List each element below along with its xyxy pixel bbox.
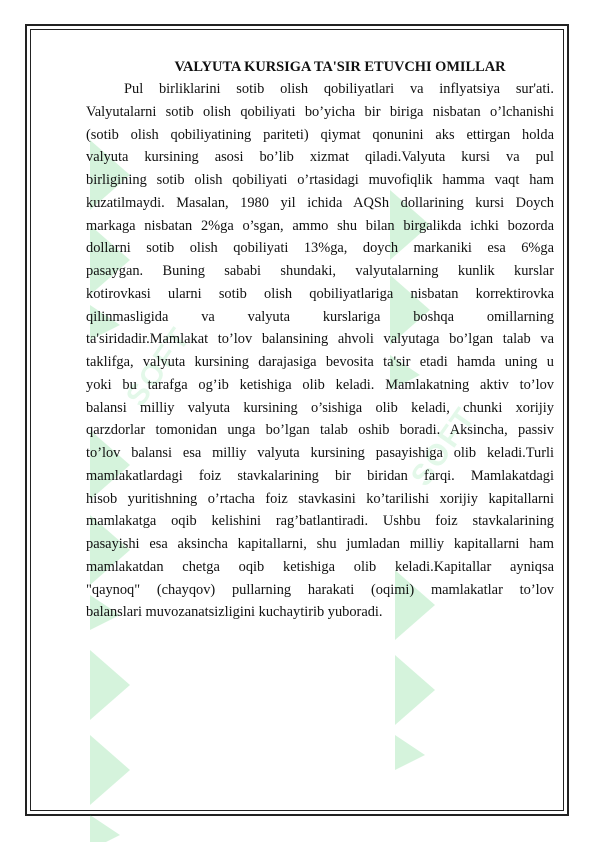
text-line: balanslari muvozanatsizligini kuchaytirib yuboradi. <box>86 604 383 621</box>
document-title: VALYUTA KURSIGA TA'SIR ETUVCHI OMILLAR <box>174 59 506 75</box>
text-line: ta'siridadir.Mamlakat to’lov balansining ahvoli valyutaga bo’lgan talab va <box>86 331 554 348</box>
text-line: pasaygan. Buning sababi shundaki, valyutalarning kunlik kurslar <box>86 263 554 279</box>
text-line: yoki bu tarafga og’ib ketishiga olib keladi. Mamlakatning aktiv to’lov <box>86 376 554 393</box>
document-body <box>86 56 554 624</box>
text-line: "qaynoq" (chayqov) pullarning harakati (oqimi) mamlakatlar to’lov <box>86 581 554 598</box>
text-line: mamlakatlardagi foiz stavkalarining bir biridan farqi. Mamlakatdagi <box>86 467 554 484</box>
text-line: to’lov balansi esa milliy valyuta kursining pasayishiga olib keladi.Turli <box>86 445 554 461</box>
text-line: mamlakatga oqib kelishini rag’batlantiradi. Ushbu foiz stavkalarining <box>86 513 554 530</box>
text-line: (sotib olish qobiliyatining pariteti) qiymat qonunini aks ettirgan holda <box>86 126 554 143</box>
text-line: birligining sotib olish qobiliyati o’rtasidagi muvofiqlik hamma vaqt ham <box>86 172 554 188</box>
text-line: qilinmasligida va valyuta kurslariga boshqa omillarning <box>86 308 554 325</box>
text-line: taklifga, valyuta kursining darajasiga bevosita ta'sir etadi hamda uning u <box>86 354 554 370</box>
text-line: Valyutalarni sotib olish qobiliyati bo’yicha bir biriga nisbatan o’lchanishi <box>86 103 554 120</box>
text-line: qarzdorlar tomonidan unga bo’lgan talab oshib boradi. Aksincha, passiv <box>86 422 554 439</box>
text-line: kotirovkasi ularni sotib olish qobiliyatlariga nisbatan korrektirovka <box>86 285 554 302</box>
text-line: hisob yuritishning o’rtacha foiz stavkasini ko’tarilishi xorijiy kapitallarni <box>86 490 554 507</box>
text-line: Pul birliklarini sotib olish qobiliyatlari va inflyatsiya sur'ati. <box>124 81 554 97</box>
watermark-text-upper: SOFT <box>119 321 198 413</box>
text-line: pasayishi esa aksincha kapitallarni, shu jumladan milliy kapitallarni ham <box>86 536 554 552</box>
watermark-text-lower: SOFT <box>404 401 483 493</box>
text-line: valyuta kursining asosi bo’lib xizmat qiladi.Valyuta kursi va pul <box>86 149 554 166</box>
text-line: mamlakatdan chetga oqib ketishiga olib keladi.Kapitallar ayniqsa <box>86 558 554 575</box>
text-line: markaga nisbatan 2%ga o’sgan, ammo shu bilan birgalikda ichki bozorda <box>86 217 554 234</box>
text-line: balansi milliy valyuta kursining o’sishiga olib keladi, chunki xorijiy <box>86 399 554 416</box>
text-line: kuzatilmaydi. Masalan, 1980 yil ichida AQSh dollarining kursi Doych <box>86 194 554 211</box>
text-line: dollarni sotib olish qobiliyati 13%ga, doych markaniki esa 6%ga <box>86 240 554 257</box>
